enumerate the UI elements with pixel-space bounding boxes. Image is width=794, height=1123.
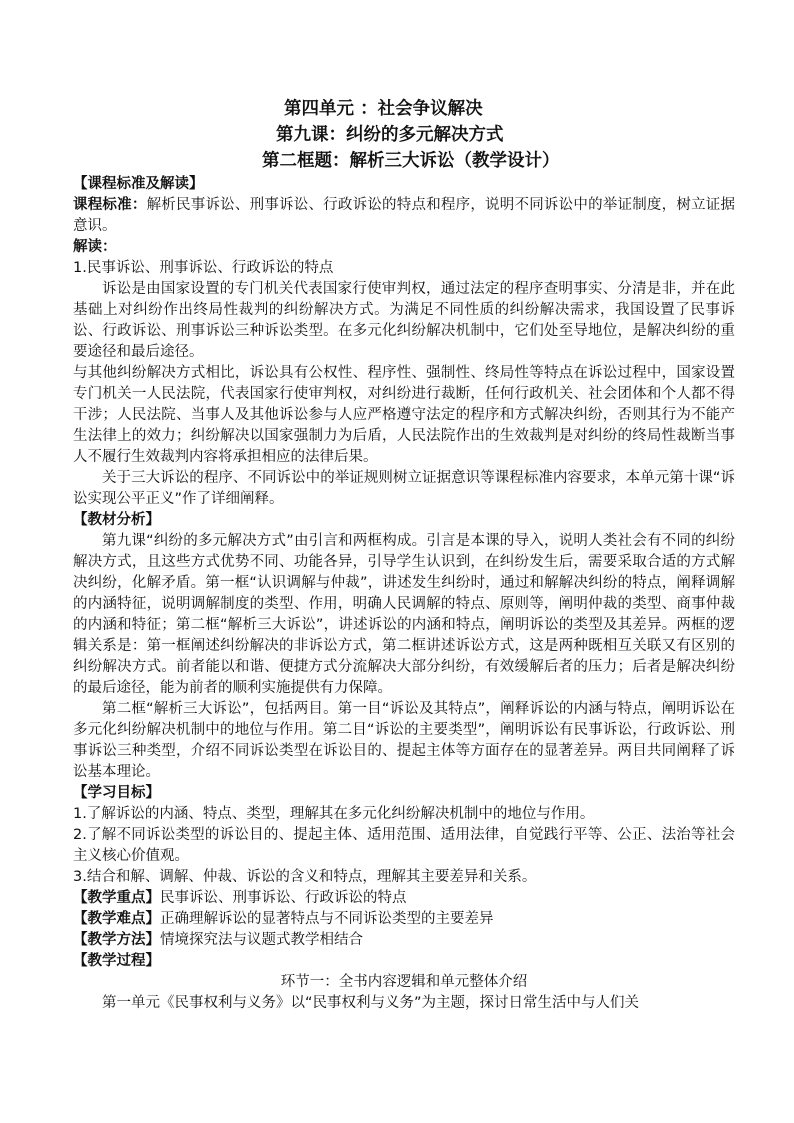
interpret-paragraph-2: 与其他纠纷解决方式相比，诉讼具有公权性、程序性、强制性、终局性等特点在诉讼过程中，国家设置专门机关一人民法院，代表国家行使审判权，对纠纷进行裁断，任何行政机关、社会团体和个人都不得干涉；人民法院、当事人及其他诉讼参与人应严格遵守法定的程序和方式解决纠纷，否则其行为不能产生法律上的效力；纠纷解决以国家强制力为后盾，人民法院作出的生效裁判是对纠纷的终局性裁断当事人不履行生效裁判内容将承担相应的法律后果。: [73, 365, 735, 465]
standard-paragraph: [73, 195, 735, 237]
interpret-paragraph-1: 诉讼是由国家设置的专门机关代表国家行使审判权，通过法定的程序查明事实、分清是非，并在此基础上对纠纷作出终局性裁判的纠纷解决方式。为满足不同性质的纠纷解决需求，我国设置了民事诉讼、行政诉讼、刑事诉讼三种诉讼类型。在多元化纠纷解决机制中，它们处至导地位，是解决纠纷的重要途径和最后途径。: [73, 281, 735, 360]
process-section-1-title: 环节一：全书内容逻辑和单元整体介绍: [280, 974, 528, 990]
focus-line: [73, 888, 735, 909]
process-paragraph-1: 第一单元《民事权利与义务》以“民事权利与义务”为主题，探讨日常生活中与人们关: [102, 995, 640, 1011]
method-label: 【教学方法】: [73, 932, 160, 948]
unit-title: 第四单元 ：社会争议解决: [284, 99, 483, 119]
section-heading-analysis: 【教材分析】: [73, 512, 160, 528]
analysis-paragraph-1: 第九课“纠纷的多元解决方式”由引言和两框构成。引言是本课的导入，说明人类社会有不同的纠纷解决方式，且这些方式优势不同、功能各异，引导学生认识到，在纠纷发生后，需要采取合适的方式解决纠纷，化解矛盾。第一框“认识调解与仲裁”，讲述发生纠纷时，通过和解解决纠纷的特点，阐释调解的内涵特征，说明调解制度的类型、作用，明确人民调解的特点、原则等，阐明仲裁的类型、商事仲裁的内涵和特征；第二框“解析三大诉讼”，讲述诉讼的内涵和特点，阐明诉讼的类型及其差异。两框的逻辑关系是：第一框阐述纠纷解决的非诉讼方式，第二框讲述诉讼方式，这是两种既相互关联又有区别的纠纷解决方式。前者能以和谐、便捷方式分流解决大部分纠纷，有效缓解后者的压力；后者是解决纠纷的最后途径，能为前者的顺利实施提供有力保障。: [73, 533, 735, 696]
section-heading-objectives: 【学习目标】: [73, 785, 160, 801]
analysis-paragraph-2: 第二框“解析三大诉讼”，包括两目。第一目“诉讼及其特点”，阐释诉讼的内涵与特点，阐明诉讼在多元化纠纷解决机制中的地位与作用。第二目“诉讼的主要类型”，阐明诉讼有民事诉讼，行政诉讼、刑事诉讼三种类型，介绍不同诉讼类型在诉讼目的、提起主体等方面存在的显著差异。两目共同阐释了诉讼基本理论。: [73, 701, 735, 780]
interpret-paragraph-3: 关于三大诉讼的程序、不同诉讼中的举证规则树立证据意识等课程标准内容要求，本单元第十课“诉讼实现公平正义”作了详细阐释。: [73, 470, 735, 507]
document-body: [73, 174, 735, 1014]
title-block: [0, 96, 794, 174]
standard-label: 课程标准：: [73, 197, 147, 213]
lesson-title: 第九课：纠纷的多元解决方式: [276, 125, 504, 145]
section-heading-process: 【教学过程】: [73, 953, 160, 969]
objective-item-3: 3.结合和解、调解、仲裁、诉讼的含义和特点，理解其主要差异和关系。: [73, 869, 537, 885]
standard-text: 解析民事诉讼、刑事诉讼、行政诉讼的特点和程序，说明不同诉讼中的举证制度，树立证据意识。: [73, 197, 736, 234]
method-line: [73, 930, 735, 951]
difficulty-text: 正确理解诉讼的显著特点与不同诉讼类型的主要差异: [160, 911, 494, 927]
focus-label: 【教学重点】: [73, 890, 160, 906]
objective-item-2: 2.了解不同诉讼类型的诉讼目的、提起主体、适用范围、适用法律，自觉践行平等、公正、法治等社会主义核心价值观。: [73, 827, 735, 864]
focus-text: 民事诉讼、刑事诉讼、行政诉讼的特点: [160, 890, 407, 906]
method-text: 情境探究法与议题式教学相结合: [160, 932, 363, 948]
difficulty-line: [73, 909, 735, 930]
section-heading-standard: 【课程标准及解读】: [73, 176, 204, 192]
interpret-label: 解读：: [73, 239, 117, 255]
interpret-item-1: 1.民事诉讼、刑事诉讼、行政诉讼的特点: [73, 260, 334, 276]
difficulty-label: 【教学难点】: [73, 911, 160, 927]
objective-item-1: 1.了解诉讼的内涵、特点、类型，理解其在多元化纠纷解决机制中的地位与作用。: [73, 806, 595, 822]
frame-title: 第二框题：解析三大诉讼（教学设计）: [262, 151, 560, 171]
